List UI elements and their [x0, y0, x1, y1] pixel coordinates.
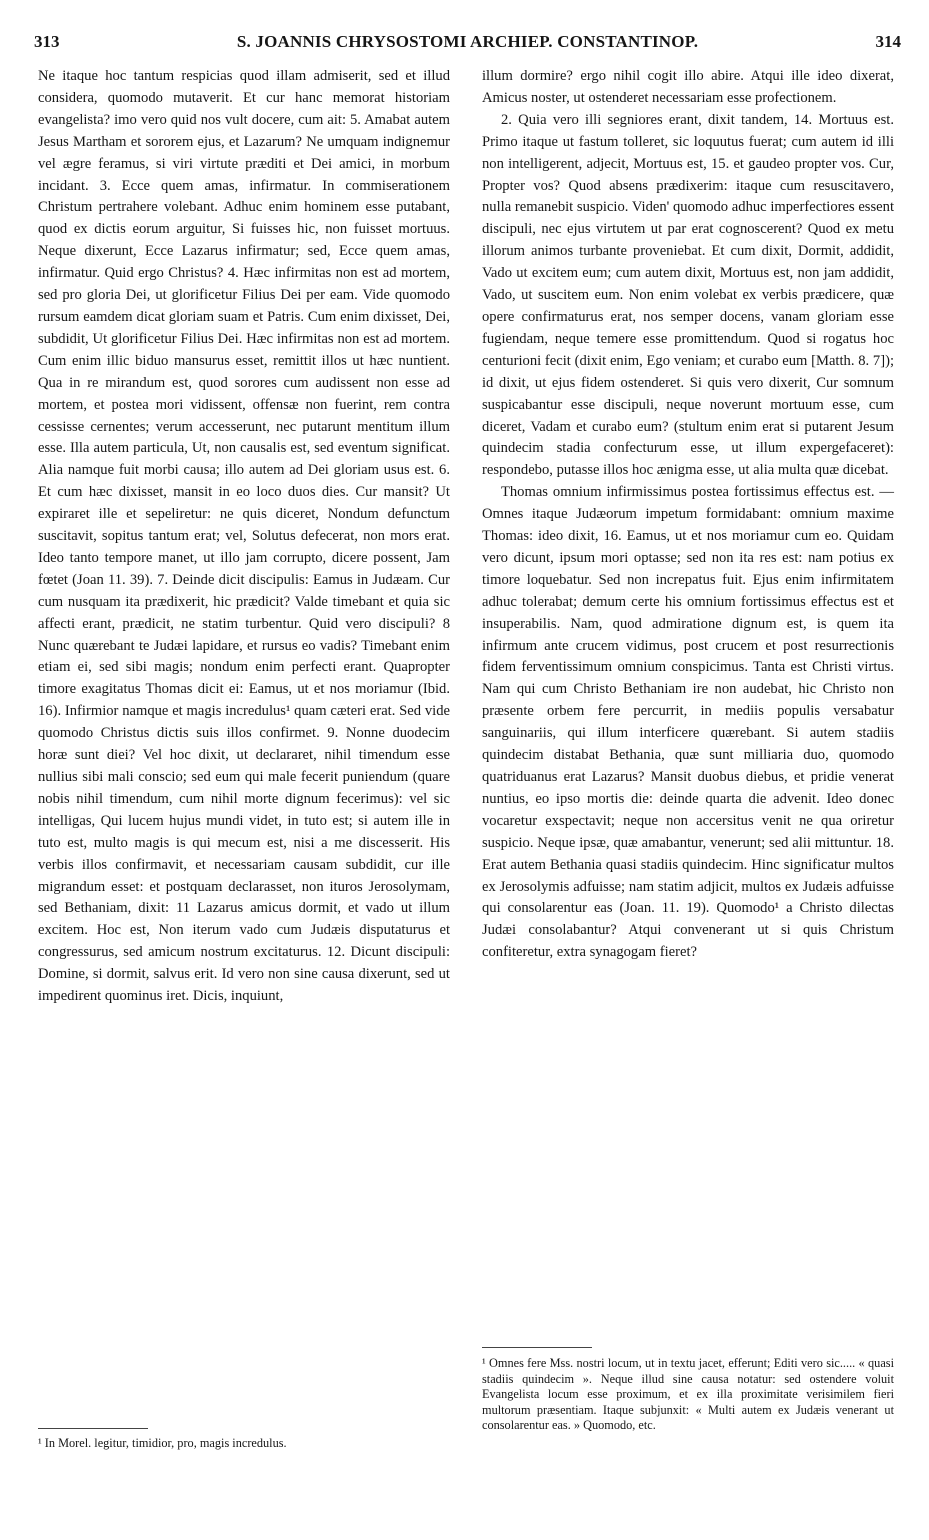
running-title: S. JOANNIS CHRYSOSTOMI ARCHIEP. CONSTANTINOP.	[236, 32, 699, 51]
left-column	[38, 66, 450, 1008]
right-column	[482, 66, 894, 964]
page-number-right: 314	[875, 32, 901, 51]
right-paragraph-2: 2. Quia vero illi segniores erant, dixit tandem, 14. Mortuus est. Primo itaque ut fastum tolleret, sic loquutus fuerat; cum autem id illi non intelligerent, adjecit, Mortuus est, 15. et gaudeo propter vos. Cur, Propter vos? Quod absens prædixerim: itaque cum resuscitavero, nulla remanebit suspicio. Viden' quomodo adhuc imperfectiores essent discipuli, nec ejus virtutem ut par erat cognoscerent? Quod ex metu illorum animos turbante proveniebat. Et cum dixit, Dormit, addidit, Vado ut excitem eum; cum autem dixit, Mortuus est, non jam addidit, Vado, ut suscitem eum. Non enim volebat ex verbis prædicere, quæ opere confirmaturus erat, nos semper docens, vanam gloriam esse fugiendam, neque temere esse promittendum. Quod si rogatus hoc centurioni fecit (dixit enim, Ego veniam; et curabo eum [Matth. 8. 7]); id dixit, ut ejus fidem ostenderet. Si quis vero dixerit, Cur somnum suspicabantur esse discipuli, neque noverunt mortuum esse, cum diceret, Vadam et curabo eum? (stultum enim erat si putarent Jesum quindecim stadia confecturum esse, ut illum expergefaceret): respondebo, putasse illos hoc ænigma esse, ut alia multa quæ dicebat.	[482, 111, 894, 479]
right-footnote-rule	[482, 1347, 592, 1348]
left-paragraph-1: Ne itaque hoc tantum respicias quod illam admiserit, sed et illud considera, quomodo mutaverit. Et cur hanc memorat historiam evangelista? imo vero quid nos vult docere, cum ait: 5. Amabat autem Jesus Martham et sororem ejus, et Lazarum? Ne umquam indignemur vel ægre feramus, si viri virtute præditi et Dei amici, in morbum incidant. 3. Ecce quem amas, infirmatur. In commiserationem Christum pertrahere volebant. Adhuc enim hominem esse putabant, quod ex dictis eorum arguitur, Si fuisses hic, non fuisset mortuus. Neque dixerunt, Ecce Lazarus infirmatur; sed, Ecce quem amas, infirmatur. Quid ergo Christus? 4. Hæc infirmitas non est ad mortem, sed pro gloria Dei, ut glorificetur Filius Dei per eam. Vide quomodo rursum eamdem dicat gloriam suam et Patris. Cum enim dixisset, Dei, subdidit, Ut glorificetur Filius Dei. Hæc infirmitas non est ad mortem. Cum enim illic biduo mansurus esset, remittit illos ut hæc nuntient. Qua in re mirandum est, quod sorores cum audissent non esse ad mortem, et postea mori vidissent, offensæ non fuerint, rem contra cessisse cernentes; verum accesserunt, nec putarunt mentitum illum esse. Illa autem particula, Ut, non causalis est, sed eventum significat. Alia namque fuit morbi causa; illo autem ad Dei gloriam usus est. 6. Et cum hæc dixisset, mansit in eo loco duos dies. Cur mansit? Ut expiraret ille et sepeliretur: ne quis diceret, Nondum defunctum suscitavit, sopitus tantum erat; vel, Solutus defecerat, non mors erat. Ideo tanto tempore manet, ut illo jam corrupto, dicere possent, Jam fœtet (Joan 11. 39). 7. Deinde dicit discipulis: Eamus in Judæam. Cur cum nusquam ita prædixerit, hic prædicit? Valde timebant et quia sic affecti erant, prædicit, ne statim turbentur. Quid vero discipuli? 8 Nunc quærebant te Judæi lapidare, et rursus eo vadis? Timebant enim etiam ei, sed sibi magis; nondum enim perfecti erant. Quapropter timore exagitatus Thomas dicit ei: Eamus, ut et nos moriamur (Ibid. 16). Infirmior namque et magis incredulus¹ quam cæteri erat. Sed vide quomodo Christus dictis suis illos confirmet. 9. Nonne duodecim horæ sunt diei? Vel hoc dixit, ut declararet, nihil timendum esse nullius sibi mali conscio; sed eum qui male fecerit puniendum (quare nobis nihil timendum, cum nihil morte dignum fecerimus): vel sic intelligas, Qui lucem hujus mundi videt, in tuto est; si autem ille in tuto est, multo magis is qui mecum est, nisi a me discesserit. His verbis illos confirmavit, et necessariam causam subdidit, cur ille migrandum esset: et postquam declarasset, non ituros Jerosolymam, sed Bethaniam, dixit: 11 Lazarus amicus dormit, et vado ut illum excitem. Hoc est, Non iterum vado cum Judæis disputaturus et congressurus, sed amicum nostrum excitaturus. 12. Dicunt discipuli: Domine, si dormit, salvus erit. Id vero non sine causa dixerunt, sed ut impedirent quominus iret. Dicis, inquiunt,	[38, 68, 450, 1005]
left-footnote-rule	[38, 1428, 148, 1429]
left-footnote: ¹ In Morel. legitur, timidior, pro, magis incredulus.	[38, 1436, 287, 1450]
running-head	[34, 32, 901, 58]
right-paragraph-3: Thomas omnium infirmissimus postea fortissimus effectus est. — Omnes itaque Judæorum impetum formidabant: omnium maxime Thomas: ideo dixit, 16. Eamus, ut et nos moriamur cum eo. Quidam vero dicunt, ipsum mori optasse; sed non ita res est: nam potius ex timore loquebatur. Sed non increpatus fuit. Ejus enim infirmitatem adhuc tolerabat; demum certe his omnium fortissimus effectus est et insuperabilis. Nam, quod admiratione dignum est, is quem ita infirmum ante crucem vidimus, post crucem et post resurrectionis fidem ferventissimum omnium conspicimus. Tanta est Christi virtus. Nam qui cum Christo Bethaniam ire non audebat, hic Christo non præsente orbem fere percurrit, in mediis populis versabatur sanguinariis, qui illum interficere quærebant. Si autem stadiis quindecim distabat Bethania, quæ sunt milliaria duo, quomodo quatriduanus erat Lazarus? Mansit duobus diebus, et pridie venerat nuntius, eo ipso mortis die: deinde quarta die advenit. Ideo donec vocaretur exspectavit; neque non accersitus venit ne qua oriretur suspicio. Neque ipsæ, quæ amabantur, venerunt; sed alii mittuntur. 18. Erat autem Bethania quasi stadiis quindecim. Hinc significatur multos ex Jerosolymis adfuisse; nam statim adjicit, multos ex Judæis adfuisse qui consolarentur eas (Joan. 11. 19). Quomodo¹ a Christo dilectas Judæi consolabantur? Atqui convenerant ut si quis Christum confiteretur, extra synagogam fieret?	[482, 484, 894, 961]
right-footnote: ¹ Omnes fere Mss. nostri locum, ut in textu jacet, efferunt; Editi vero sic..... « quasi stadiis quindecim ». Neque illud sine causa notatur: sed ostendere voluit Evangelista locum esse proximum, et ex illa proximitate verisimilem fieri multorum præsentiam. Itaque subjunxit: « Multi autem ex Judæis venerant ut consolarentur eas. » Quomodo, etc.	[482, 1356, 894, 1432]
right-paragraph-1: illum dormire? ergo nihil cogit illo abire. Atqui ille ideo dixerat, Amicus noster, ut ostenderet necessariam esse profectionem.	[482, 68, 894, 106]
page-number-left: 313	[34, 32, 60, 51]
